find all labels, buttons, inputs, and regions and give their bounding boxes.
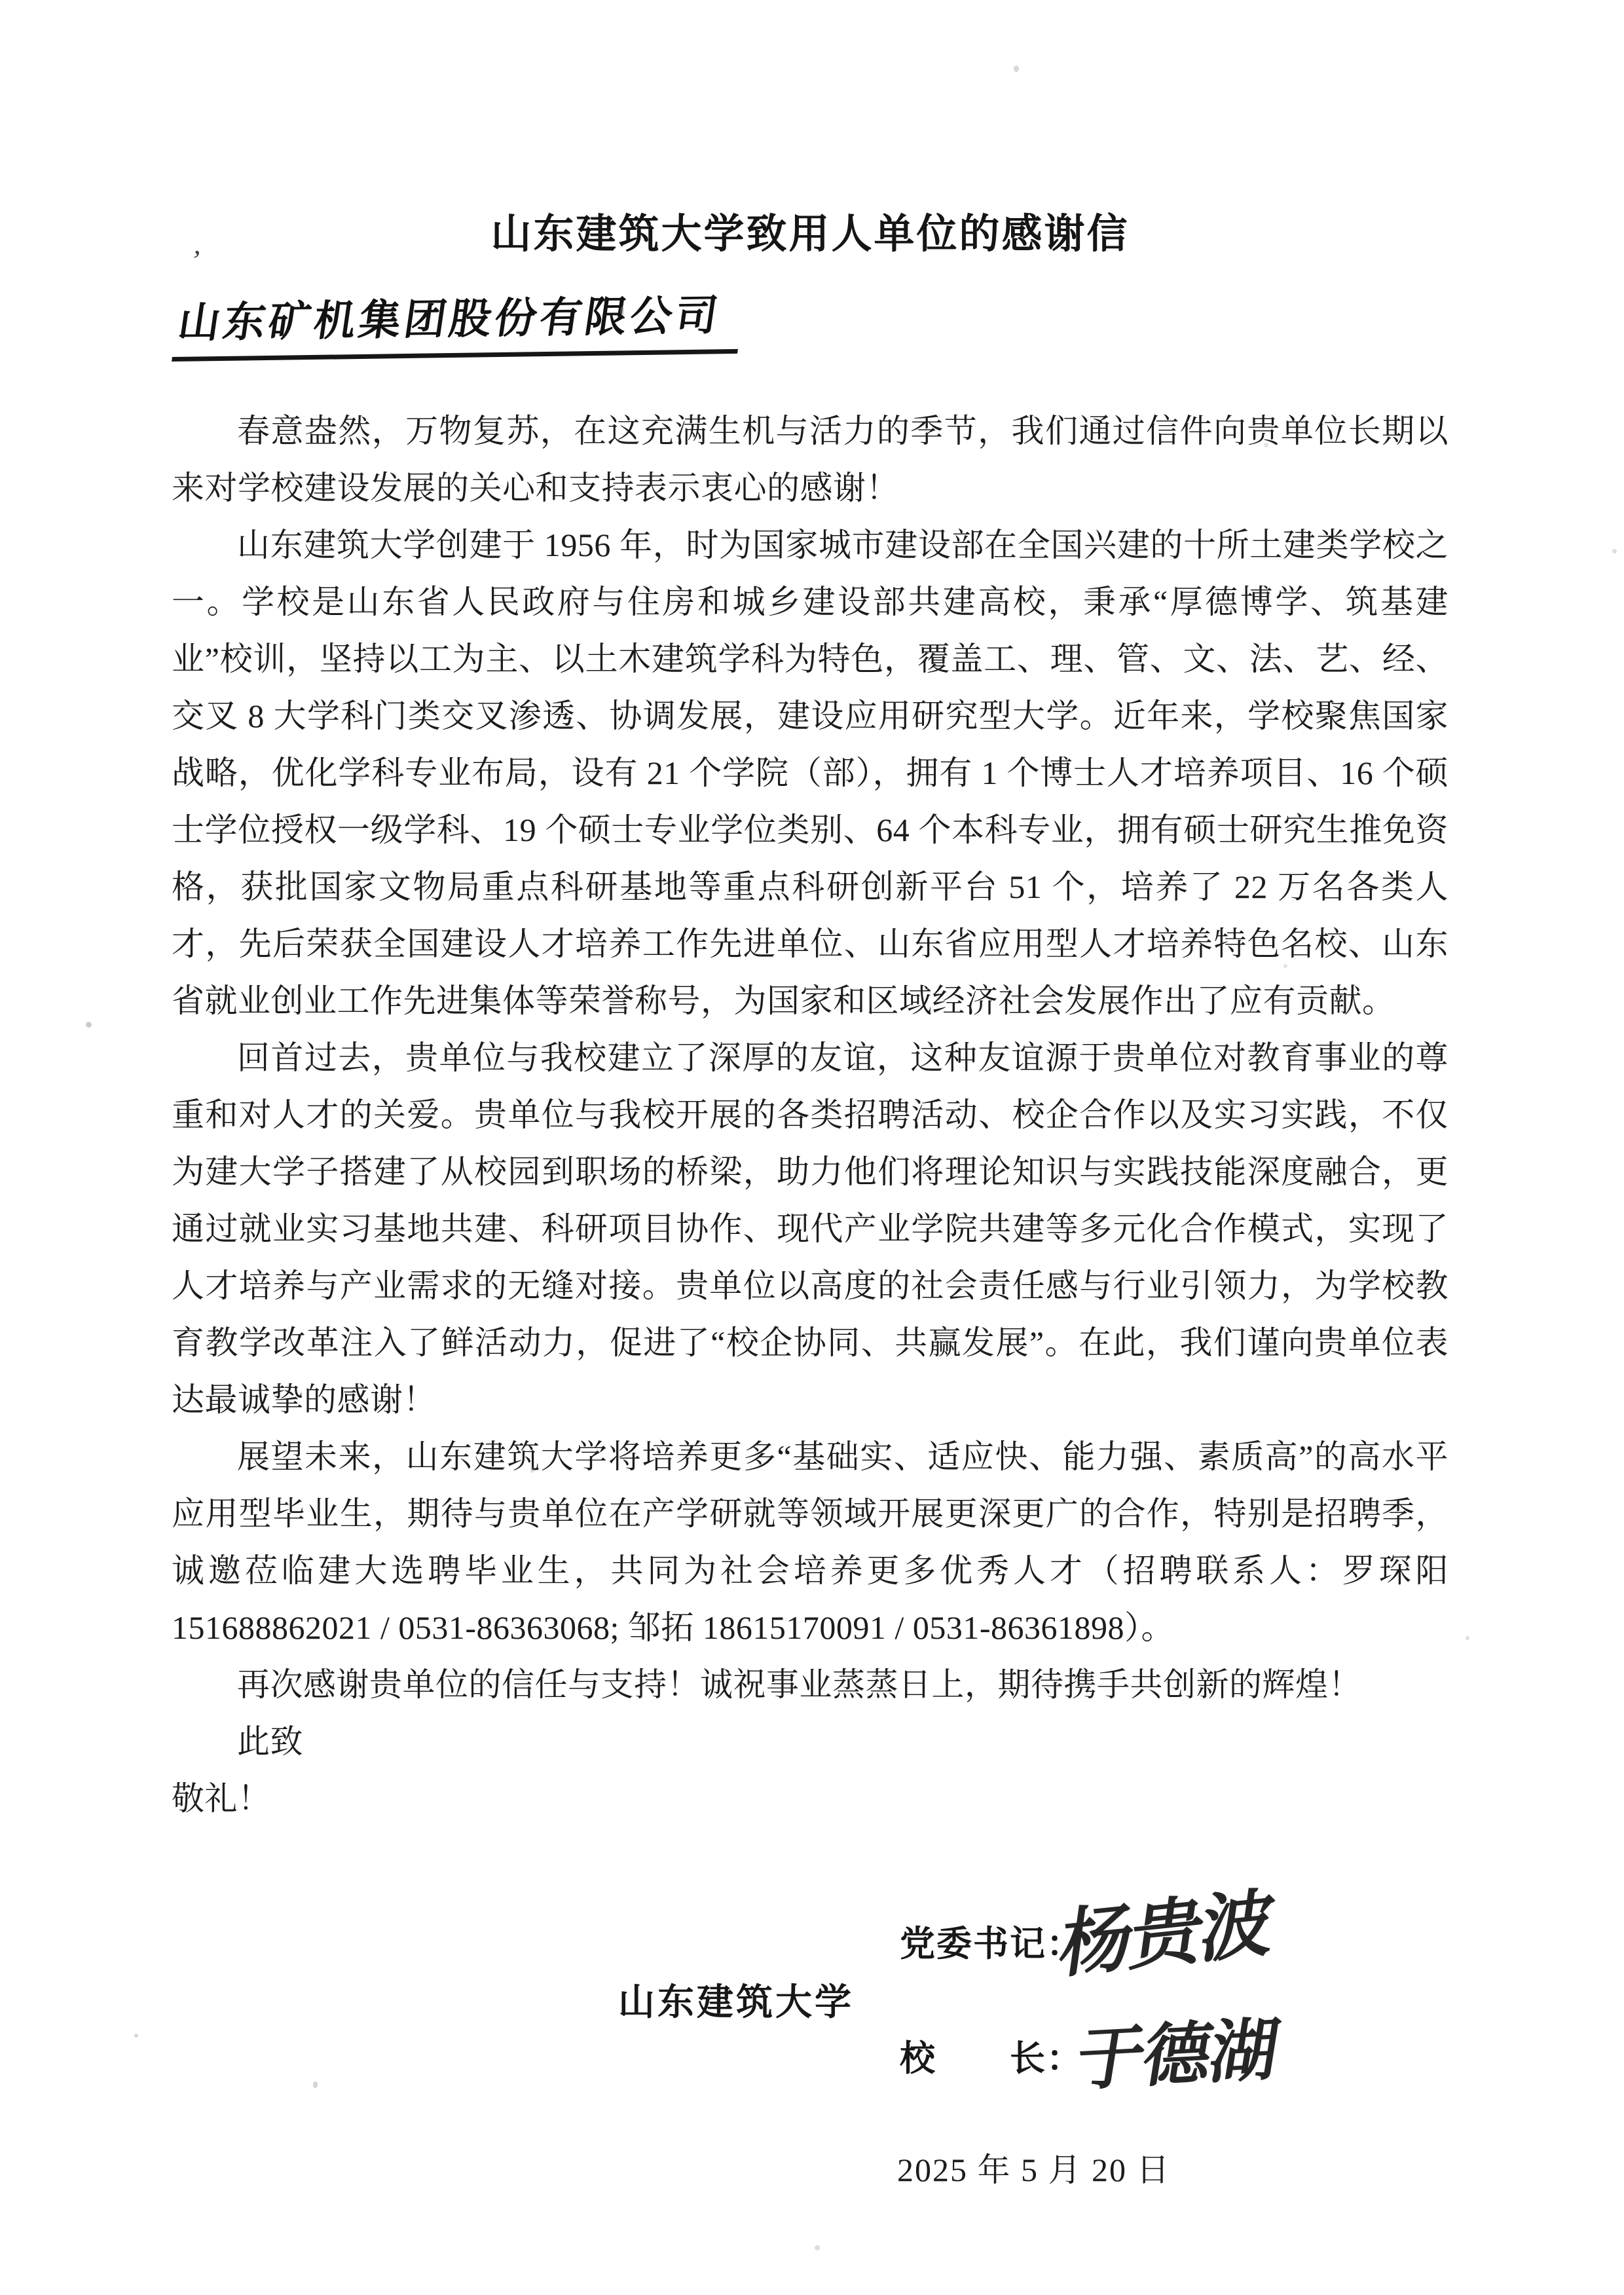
president-label: 校 长： xyxy=(900,2038,1083,2078)
scan-artifact-comma: ’ xyxy=(189,244,203,277)
secretary-label: 党委书记： xyxy=(900,1924,1083,1964)
recipient-company-handwritten: 山东矿机集团股份有限公司 xyxy=(172,287,747,362)
paragraph-future: 展望未来，山东建筑大学将培养更多“基础实、适应快、能力强、素质高”的高水平应用型毕业生，期待与贵单位在产学研就等领域开展更深更广的合作，特别是招聘季，诚邀莅临建大选聘毕业生，共同为社会培养更多优秀人才（招聘联系人：罗琛阳 151688862021 / 0531-86363068; 邹拓 18615170091 / 0531-86361898）。 xyxy=(172,1438,1449,1646)
letter-body xyxy=(172,403,1449,1827)
scan-speck xyxy=(134,2034,138,2038)
scan-speck xyxy=(1466,1636,1469,1640)
signature-university-name: 山东建筑大学 xyxy=(618,1982,854,2023)
letter-date: 2025 年 5 月 20 日 xyxy=(897,2151,1171,2188)
letter-title: 山东建筑大学致用人单位的感谢信 xyxy=(490,212,1130,257)
secretary-handwritten-signature: 杨贵波 xyxy=(1054,1878,1278,1989)
letter-content xyxy=(172,208,1449,2289)
paragraph-cooperation: 回首过去，贵单位与我校建立了深厚的友谊，这种友谊源于贵单位对教育事业的尊重和对人才的关爱。贵单位与我校开展的各类招聘活动、校企合作以及实习实践，不仅为建大学子搭建了从校园到职场的桥梁，助力他们将理论知识与实践技能深度融合，更通过就业实习基地共建、科研项目协作、现代产业学院共建等多元化合作模式，实现了人才培养与产业需求的无缝对接。贵单位以高度的社会责任感与行业引领力，为学校教育教学改革注入了鲜活动力，促进了“校企协同、共赢发展”。在此，我们谨向贵单位表达最诚挚的感谢！ xyxy=(172,1039,1449,1418)
paragraph-thanks-again: 再次感谢贵单位的信任与支持！诚祝事业蒸蒸日上，期待携手共创新的辉煌！ xyxy=(237,1666,1361,1703)
closing-cizhi: 此致 xyxy=(237,1723,303,1760)
president-handwritten-signature: 于德湖 xyxy=(1071,2008,1284,2100)
paragraph-university-intro: 山东建筑大学创建于 1956 年，时为国家城市建设部在全国兴建的十所土建类学校之一。学校是山东省人民政府与住房和城乡建设部共建高校，秉承“厚德博学、筑基建业”校训，坚持以工为主、以土木建筑学科为特色，覆盖工、理、管、文、法、艺、经、交叉 8 大学科门类交叉渗透、协调发展，建设应用研究型大学。近年来，学校聚焦国家战略，优化学科专业布局，设有 21 个学院（部），拥有 1 个博士人才培养项目、16 个硕士学位授权一级学科、19 个硕士专业学位类别、64 个本科专业，拥有硕士研究生推免资格，获批国家文物局重点科研基地等重点科研创新平台 51 个，培养了 22 万名各类人才，先后荣获全国建设人才培养工作先进单位、山东省应用型人才培养特色名校、山东省就业创业工作先进集体等荣誉称号，为国家和区域经济社会发展作出了应有贡献。 xyxy=(172,526,1449,1019)
scan-speck xyxy=(1612,549,1617,553)
paragraph-greeting: 春意盎然，万物复苏，在这充满生机与活力的季节，我们通过信件向贵单位长期以来对学校建设发展的关心和支持表示衷心的感谢！ xyxy=(172,412,1449,506)
signature-block xyxy=(172,1878,1449,2289)
closing-salute: 敬礼！ xyxy=(172,1780,271,1817)
scan-speck xyxy=(86,1022,92,1028)
scan-speck xyxy=(1014,65,1019,72)
recipient-line xyxy=(172,291,1449,394)
